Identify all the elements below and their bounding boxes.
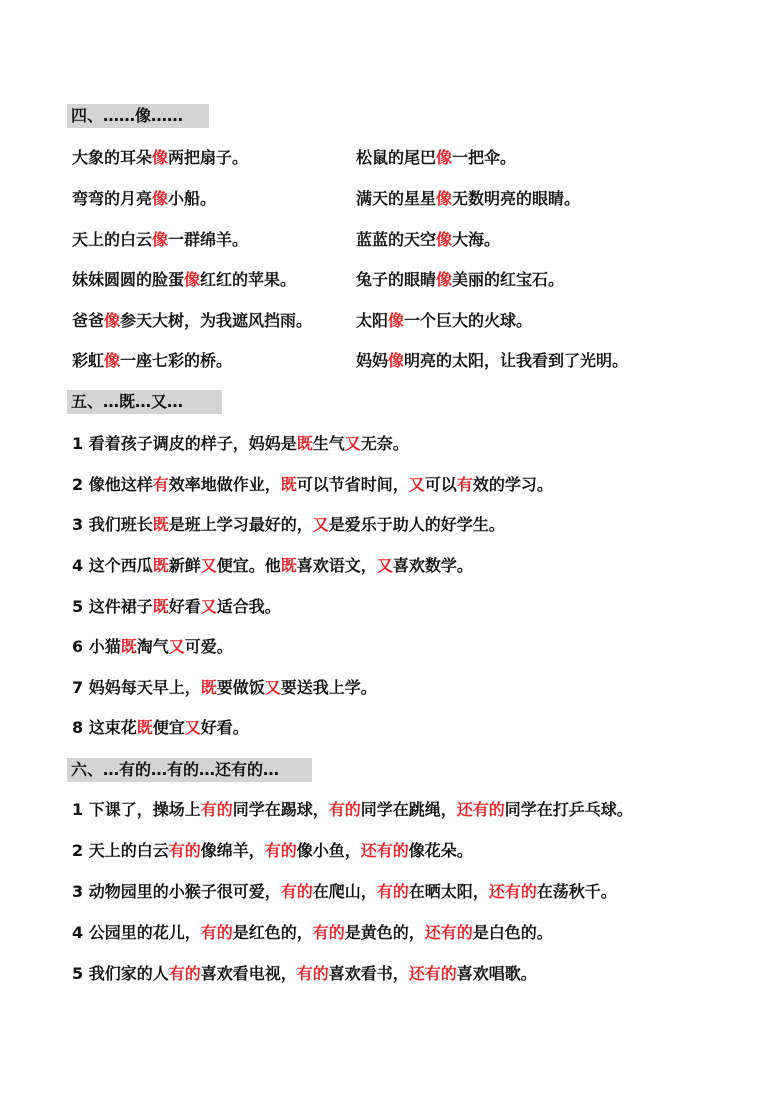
- section-heading-ji-you: 五、…既…又…: [67, 390, 222, 414]
- ji-you-line-4: 4 这个西瓜既新鲜又便宜。他既喜欢语文，又喜欢数学。: [72, 556, 473, 575]
- ji-you-line-7: 7 妈妈每天早上，既要做饭又要送我上学。: [72, 678, 377, 697]
- ji-you-line-5: 5 这件裙子既好看又适合我。: [72, 597, 281, 616]
- xiang-left-2: 弯弯的月亮像小船。: [72, 189, 217, 208]
- ji-you-line-1: 1 看着孩子调皮的样子，妈妈是既生气又无奈。: [72, 434, 409, 453]
- ji-you-line-6: 6 小猫既淘气又可爱。: [72, 637, 233, 656]
- ji-you-line-8: 8 这束花既便宜又好看。: [72, 718, 249, 737]
- xiang-right-1: 松鼠的尾巴像一把伞。: [356, 148, 517, 167]
- xiang-right-3: 蓝蓝的天空像大海。: [356, 230, 501, 249]
- you-de-line-3: 3 动物园里的小猴子很可爱，有的在爬山，有的在晒太阳，还有的在荡秋千。: [72, 882, 617, 901]
- xiang-left-4: 妹妹圆圆的脸蛋像红红的苹果。: [72, 270, 297, 289]
- xiang-left-6: 彩虹像一座七彩的桥。: [72, 351, 233, 370]
- ji-you-line-3: 3 我们班长既是班上学习最好的，又是爱乐于助人的好学生。: [72, 515, 505, 534]
- xiang-left-1: 大象的耳朵像两把扇子。: [72, 148, 249, 167]
- section-heading-xiang: 四、……像……: [67, 104, 209, 128]
- xiang-right-4: 兔子的眼睛像美丽的红宝石。: [356, 270, 565, 289]
- section-heading-you-de: 六、…有的…有的…还有的…: [67, 758, 312, 782]
- you-de-line-4: 4 公园里的花儿，有的是红色的，有的是黄色的，还有的是白色的。: [72, 923, 553, 942]
- you-de-line-5: 5 我们家的人有的喜欢看电视，有的喜欢看书，还有的喜欢唱歌。: [72, 964, 537, 983]
- xiang-right-2: 满天的星星像无数明亮的眼睛。: [356, 189, 581, 208]
- xiang-left-3: 天上的白云像一群绵羊。: [72, 230, 249, 249]
- ji-you-line-2: 2 像他这样有效率地做作业，既可以节省时间，又可以有效的学习。: [72, 475, 553, 494]
- you-de-line-2: 2 天上的白云有的像绵羊，有的像小鱼，还有的像花朵。: [72, 841, 473, 860]
- xiang-right-5: 太阳像一个巨大的火球。: [356, 311, 533, 330]
- xiang-left-5: 爸爸像参天大树，为我遮风挡雨。: [72, 311, 313, 330]
- you-de-line-1: 1 下课了，操场上有的同学在踢球，有的同学在跳绳，还有的同学在打乒乓球。: [72, 800, 633, 819]
- xiang-right-6: 妈妈像明亮的太阳，让我看到了光明。: [356, 351, 629, 370]
